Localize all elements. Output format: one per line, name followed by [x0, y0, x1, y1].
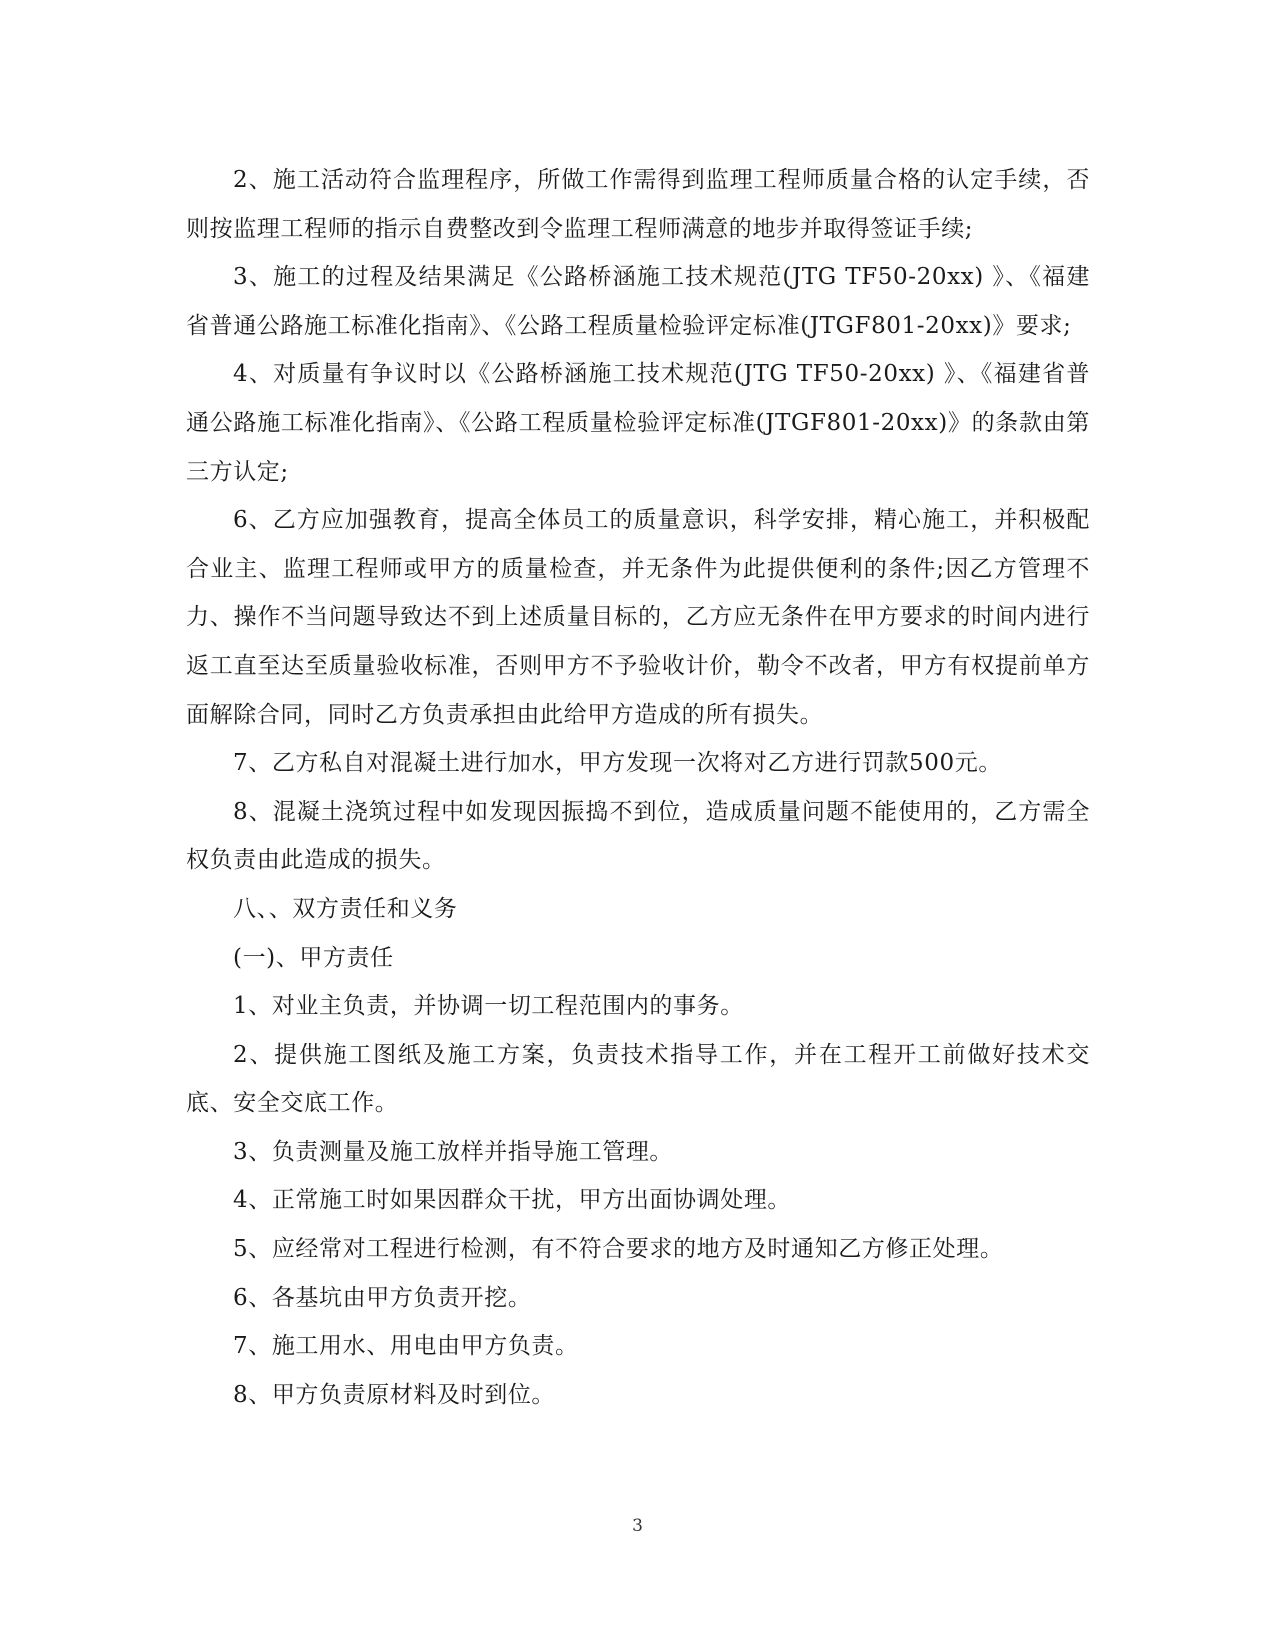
section-heading-responsibilities: 八、、双方责任和义务	[233, 895, 458, 922]
paragraph-clause-2: 2、施工活动符合监理程序，所做工作需得到监理工程师质量合格的认定手续，否则按监理工程师的指示自费整改到令监理工程师满意的地步并取得签证手续;	[186, 167, 1090, 242]
party-a-item-6: 6、各基坑由甲方负责开挖。	[233, 1284, 532, 1311]
party-a-item-2: 2、提供施工图纸及施工方案，负责技术指导工作，并在工程开工前做好技术交底、安全交底工作。	[186, 1041, 1090, 1117]
party-a-item-3: 3、负责测量及施工放样并指导施工管理。	[233, 1138, 674, 1165]
party-a-item-8: 8、甲方负责原材料及时到位。	[233, 1381, 556, 1408]
paragraph-clause-6: 6、乙方应加强教育，提高全体员工的质量意识，科学安排，精心施工，并积极配合业主、监理工程师或甲方的质量检查，并无条件为此提供便利的条件;因乙方管理不力、操作不当问题导致达不到上述质量目标的，乙方应无条件在甲方要求的时间内进行返工直至达至质量验收标准，否则甲方不予验收计价，勒令不改者，甲方有权提前单方面解除合同，同时乙方负责承担由此给甲方造成的所有损失。	[186, 507, 1090, 728]
page-number: 3	[632, 1516, 643, 1536]
paragraph-clause-3: 3、施工的过程及结果满足《公路桥涵施工技术规范(JTG TF50-20xx) 》、《福建省普通公路施工标准化指南》、《公路工程质量检验评定标准(JTGF801-20xx)》要求;	[186, 264, 1090, 339]
party-a-item-1: 1、对业主负责，并协调一切工程范围内的事务。	[233, 993, 744, 1020]
subsection-heading-party-a: (一)、甲方责任	[233, 944, 394, 971]
party-a-item-4: 4、正常施工时如果因群众干扰，甲方出面协调处理。	[233, 1187, 792, 1214]
paragraph-clause-8: 8、混凝土浇筑过程中如发现因振捣不到位，造成质量问题不能使用的，乙方需全权负责由此造成的损失。	[186, 798, 1090, 874]
paragraph-clause-7: 7、乙方私自对混凝土进行加水，甲方发现一次将对乙方进行罚款500元。	[233, 750, 1002, 777]
party-a-item-7: 7、施工用水、用电由甲方负责。	[233, 1333, 579, 1360]
paragraph-clause-4: 4、对质量有争议时以《公路桥涵施工技术规范(JTG TF50-20xx) 》、《福建省普通公路施工标准化指南》、《公路工程质量检验评定标准(JTGF801-20xx)》的条款由第三方认定;	[186, 361, 1090, 485]
party-a-item-5: 5、应经常对工程进行检测，有不符合要求的地方及时通知乙方修正处理。	[233, 1236, 1004, 1263]
document-body	[186, 156, 1090, 1419]
